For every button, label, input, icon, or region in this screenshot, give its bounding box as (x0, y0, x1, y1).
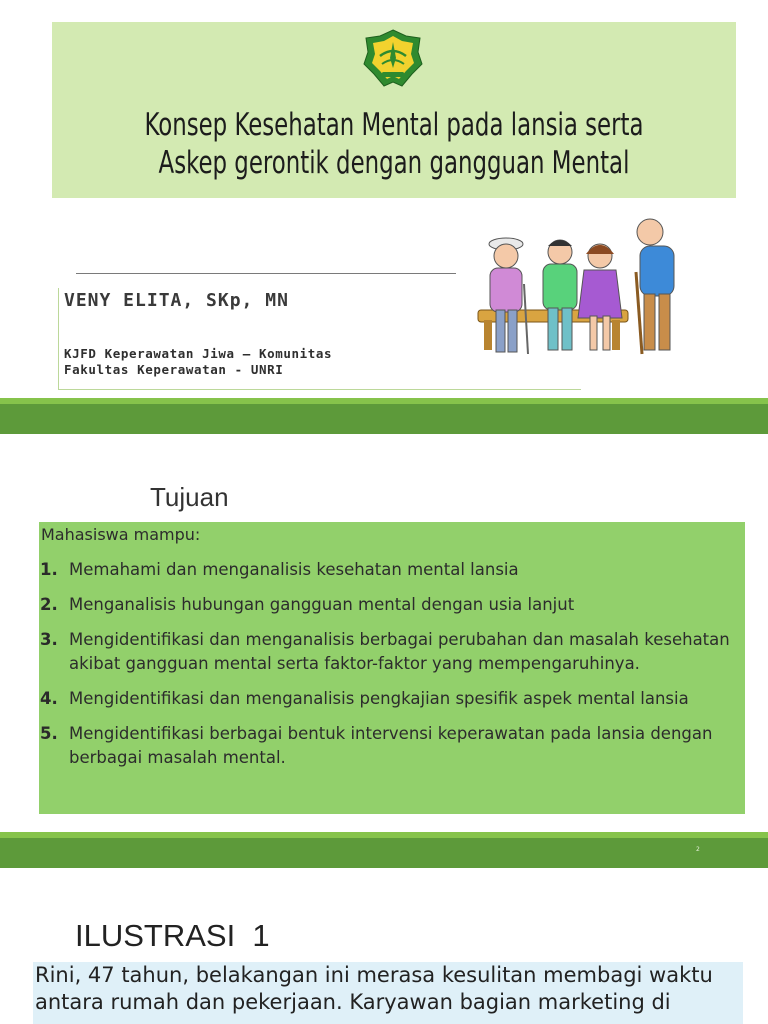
list-item-text: Mengidentifikasi dan menganalisis berbagai perubahan dan masalah kesehatan akibat gangguan mental serta faktor-faktor yang mempengaruhinya. (69, 630, 730, 673)
slide-divider-highlight (0, 832, 768, 838)
list-item (39, 558, 745, 582)
list-number: 5. (40, 724, 58, 743)
objectives-list (39, 558, 745, 770)
list-item-text: Mengidentifikasi dan menganalisis pengkajian spesifik aspek mental lansia (69, 689, 689, 708)
divider-line (76, 273, 456, 274)
list-item (39, 628, 745, 676)
slide-divider-band (0, 832, 768, 868)
list-item (39, 722, 745, 770)
slide-divider-highlight (0, 398, 768, 404)
affiliation-department: KJFD Keperawatan Jiwa – Komunitas (64, 346, 333, 361)
author-name: VENY ELITA, SKp, MN (64, 290, 289, 311)
elderly-group-icon (472, 214, 704, 364)
title-line-2: Askep gerontik dengan gangguan Mental (158, 145, 630, 181)
list-item (39, 687, 745, 711)
title-line-1: Konsep Kesehatan Mental pada lansia serta (144, 107, 644, 143)
objectives-heading: Tujuan (150, 482, 229, 512)
university-emblem-icon (362, 28, 424, 90)
illustration-heading: ILUSTRASI 1 (75, 918, 270, 953)
presentation-title (114, 106, 675, 182)
list-number: 4. (40, 689, 58, 708)
list-number: 1. (40, 560, 58, 579)
list-number: 3. (40, 630, 58, 649)
slide-divider-band (0, 398, 768, 434)
divider-line (456, 389, 581, 390)
page-number: 2 (696, 846, 700, 853)
list-item-text: Menganalisis hubungan gangguan mental dengan usia lanjut (69, 595, 575, 614)
affiliation-faculty: Fakultas Keperawatan - UNRI (64, 362, 284, 377)
objectives-intro: Mahasiswa mampu: (41, 525, 201, 544)
case-text: Rini, 47 tahun, belakangan ini merasa kesulitan membagi waktu antara rumah dan pekerjaan. Karyawan bagian marketing di (35, 963, 713, 1014)
list-item-text: Mengidentifikasi berbagai bentuk intervensi keperawatan pada lansia dengan berbagai masalah mental. (69, 724, 713, 767)
list-number: 2. (40, 595, 58, 614)
list-item-text: Memahami dan menganalisis kesehatan mental lansia (69, 560, 519, 579)
list-item (39, 593, 745, 617)
